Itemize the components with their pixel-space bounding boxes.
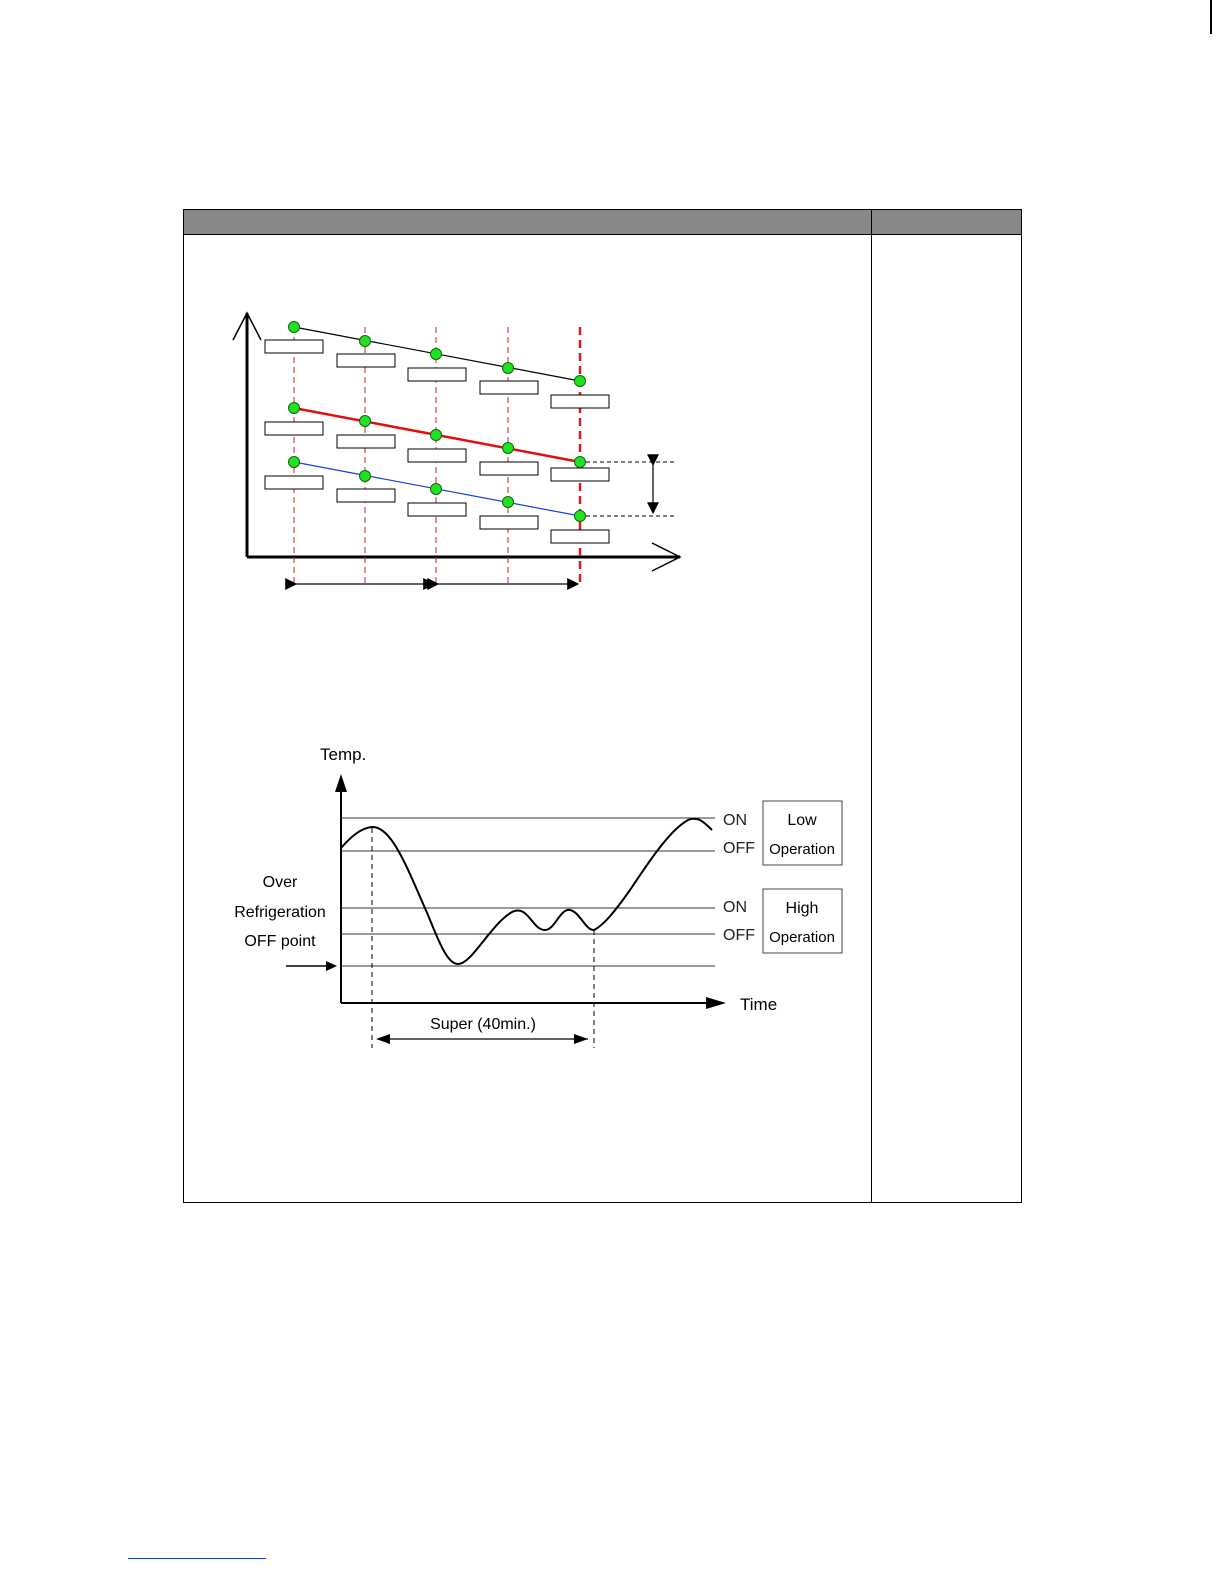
over-refrigeration-label-2: Refrigeration	[234, 904, 326, 921]
footer-link-rule	[128, 1558, 266, 1559]
data-point	[360, 416, 371, 427]
label-box	[337, 435, 395, 448]
super-span-label: Super (40min.)	[430, 1016, 536, 1033]
data-point	[289, 322, 300, 333]
label-box	[265, 340, 323, 353]
label-box	[408, 368, 466, 381]
threshold-label-on: ON	[723, 899, 747, 916]
label-box	[408, 449, 466, 462]
data-point	[431, 430, 442, 441]
label-box	[337, 354, 395, 367]
data-point	[503, 443, 514, 454]
data-point	[360, 471, 371, 482]
low-operation-title: Low	[787, 812, 817, 829]
data-point	[289, 457, 300, 468]
data-point	[431, 484, 442, 495]
threshold-label-off: OFF	[723, 927, 755, 944]
top-diagram	[233, 313, 680, 587]
high-operation-title: High	[785, 900, 819, 917]
threshold-label-on: ON	[723, 812, 747, 829]
low-operation-subtitle: Operation	[769, 841, 835, 858]
over-refrigeration-arrowhead	[326, 961, 337, 971]
high-operation-subtitle: Operation	[769, 929, 835, 946]
data-point	[575, 511, 586, 522]
data-point	[431, 349, 442, 360]
over-refrigeration-label-3: OFF point	[244, 933, 316, 950]
data-point	[503, 497, 514, 508]
label-box	[408, 503, 466, 516]
threshold-label-off: OFF	[723, 840, 755, 857]
data-point	[503, 363, 514, 374]
data-point	[575, 457, 586, 468]
label-box	[551, 530, 609, 543]
label-box	[265, 476, 323, 489]
label-box	[480, 381, 538, 394]
label-box	[480, 462, 538, 475]
chart-x-arrowhead	[706, 997, 726, 1009]
chart-x-label: Time	[740, 995, 778, 1014]
super-span-arrowhead-left	[376, 1034, 390, 1044]
chart-y-arrowhead	[335, 774, 347, 792]
data-point	[575, 376, 586, 387]
label-box	[337, 489, 395, 502]
over-refrigeration-label-1: Over	[262, 874, 298, 891]
chart-y-label: Temp.	[320, 745, 367, 764]
super-span-arrowhead-right	[574, 1034, 588, 1044]
bottom-chart	[234, 745, 842, 1048]
label-box	[551, 468, 609, 481]
data-point	[289, 403, 300, 414]
temperature-curve	[341, 819, 712, 964]
label-box	[480, 516, 538, 529]
label-box	[265, 422, 323, 435]
data-point	[360, 336, 371, 347]
label-box	[551, 395, 609, 408]
